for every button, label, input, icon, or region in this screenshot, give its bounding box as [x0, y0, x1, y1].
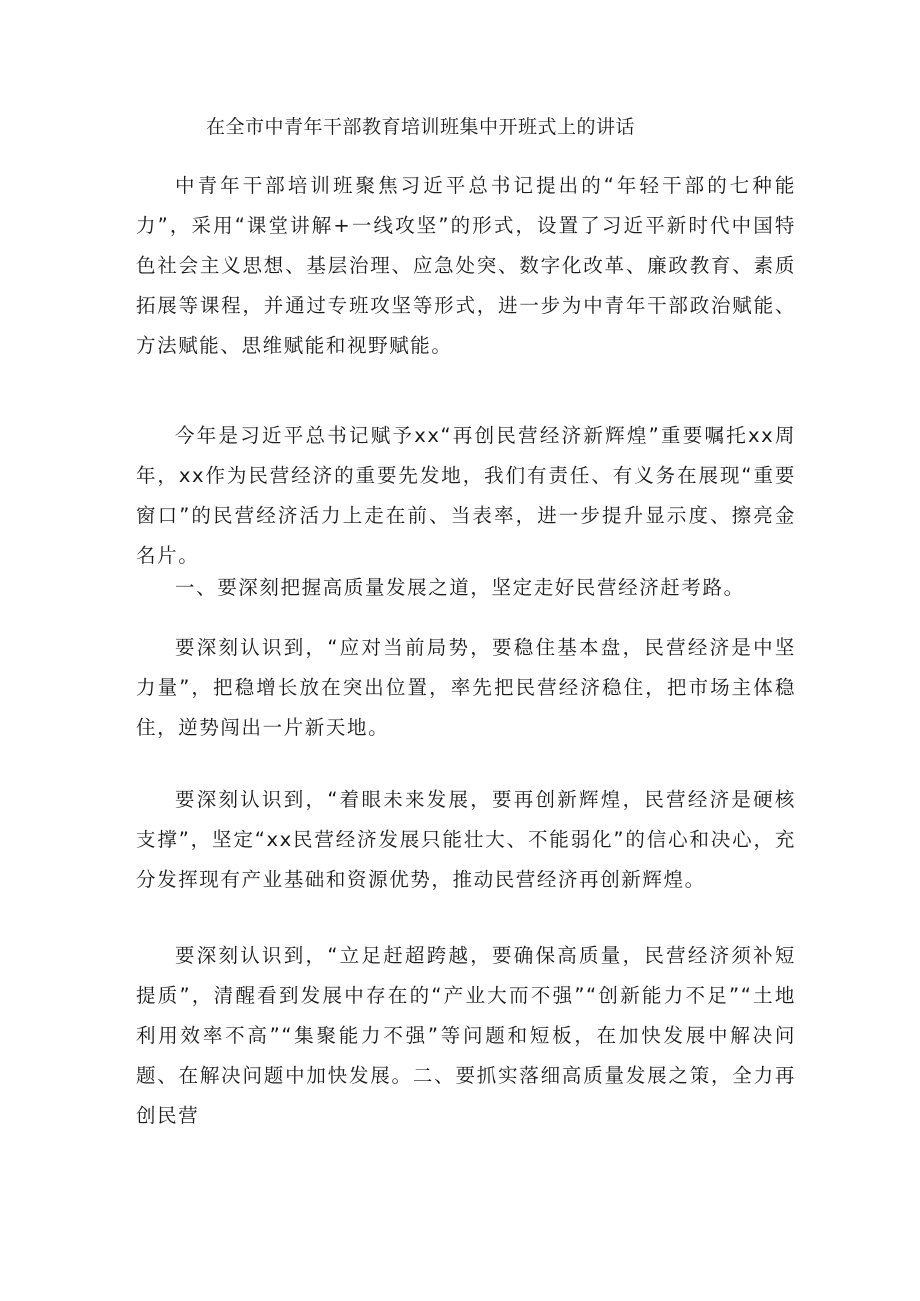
paragraph-4: 要深刻认识到，“应对当前局势，要稳住基本盘，民营经济是中坚力量”，把稳增长放在突出位置，率先把民营经济稳住，把市场主体稳住，逆势闯出一片新天地。 — [136, 636, 796, 739]
paragraph-2: 今年是习近平总书记赋予xx“再创民营经济新辉煌”重要嘱托xx周年，xx作为民营经济的重要先发地，我们有责任、有义务在展现“重要窗口”的民营经济活力上走在前、当表率，进一步提升显示度、擦亮金名片。 — [136, 424, 796, 567]
paragraph-5: 要深刻认识到，“着眼未来发展，要再创新辉煌，民营经济是硬核支撑”，坚定“xx民营经济发展只能壮大、不能弱化”的信心和决心，充分发挥现有产业基础和资源优势，推动民营经济再创新辉煌。 — [136, 788, 796, 891]
paragraph-6: 要深刻认识到，“立足赶超跨越，要确保高质量，民营经济须补短提质”，清醒看到发展中存在的“产业大而不强”“创新能力不足”“土地利用效率不高”“集聚能力不强”等问题和短板，在加快发展中解决问题、在解决问题中加快发展。二、要抓实落细高质量发展之策，全力再创民营 — [136, 944, 796, 1127]
paragraph-1: 中青年干部培训班聚焦习近平总书记提出的“年轻干部的七种能力”，采用“课堂讲解+一线攻坚”的形式，设置了习近平新时代中国特色社会主义思想、基层治理、应急处突、数字化改革、廉政教育、素质拓展等课程，并通过专班攻坚等形式，进一步为中青年干部政治赋能、方法赋能、思维赋能和视野赋能。 — [136, 174, 796, 357]
paragraph-3-heading: 一、要深刻把握高质量发展之道，坚定走好民营经济赶考路。 — [175, 576, 745, 599]
document-title: 在全市中青年干部教育培训班集中开班式上的讲话 — [206, 116, 636, 138]
